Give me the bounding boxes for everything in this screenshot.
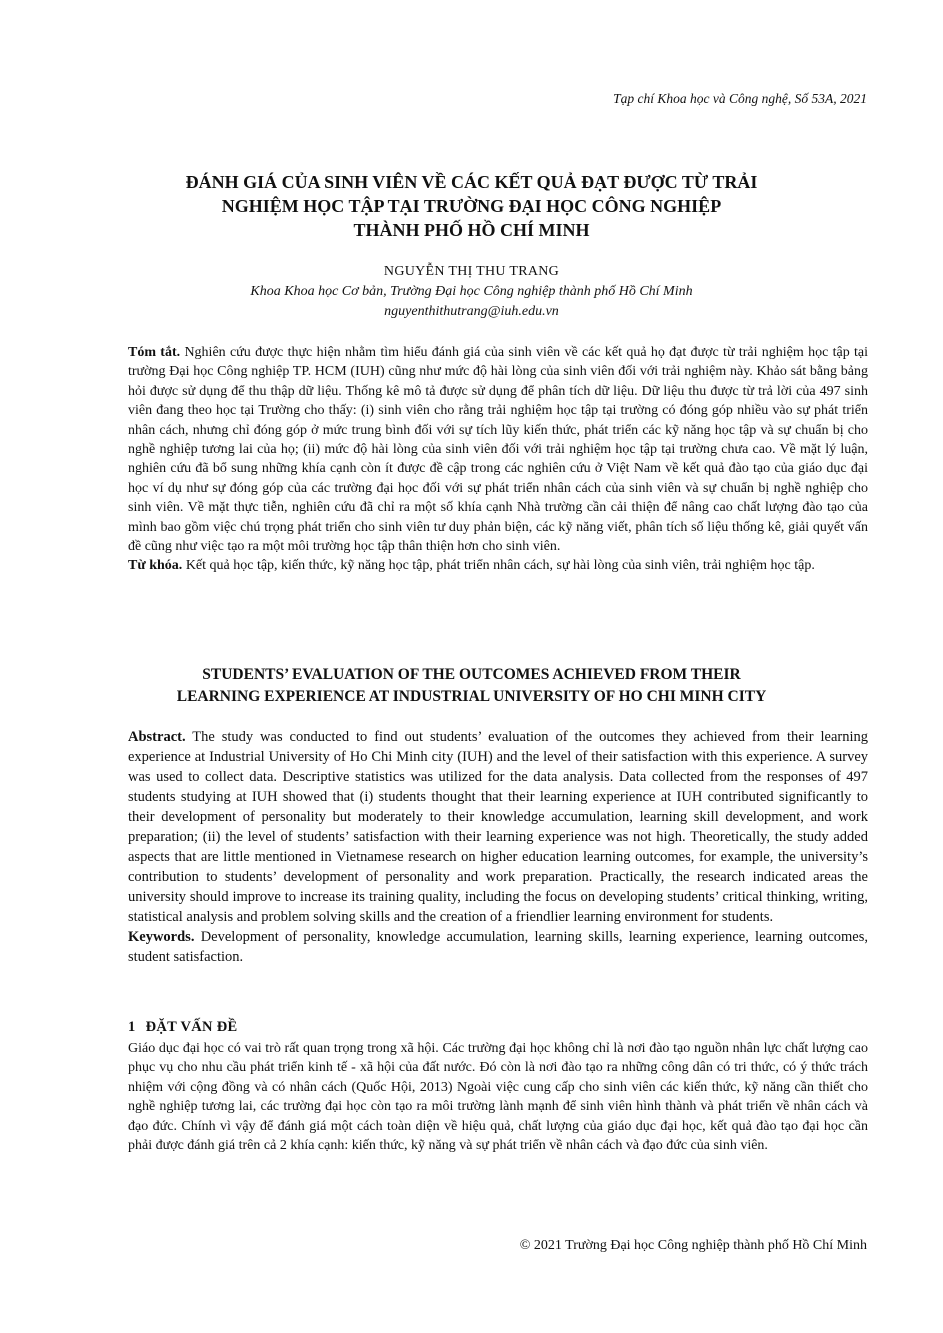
keywords-en-label: Keywords.	[128, 929, 195, 945]
abstract-english	[128, 727, 868, 967]
abstract-en-body	[128, 727, 868, 927]
keywords-en-text: Development of personality, knowledge accumulation, learning skills, learning experience, learning outcomes, student satisfaction.	[128, 929, 868, 965]
section-1-body: Giáo dục đại học có vai trò rất quan trọng trong xã hội. Các trường đại học không chỉ là nơi đào tạo nguồn nhân lực chất lượng cao phục vụ cho nhu cầu phát triển kinh tế - xã hội của đất nước. Đó còn là nơi đào tạo ra những công dân có tri thức, có ý thức trách nhiệm với cộng đồng và có nhân cách (Quốc Hội, 2013) Ngoài việc cung cấp cho sinh viên các kiến thức, kỹ năng cần thiết cho nghề nghiệp tương lai, các trường đại học còn tạo ra môi trường lành mạnh để sinh viên hình thành và phát triển về nhân cách và đạo đức. Chính vì vậy để đánh giá một cách toàn diện về hiệu quả, chất lượng của giáo dục đại học, kết quả đào tạo đại học cần phải được đánh giá trên cả 2 khía cạnh: kiến thức, kỹ năng và sự phát triển về nhân cách và đạo đức của sinh viên.	[128, 1041, 868, 1154]
keywords-en	[128, 927, 868, 967]
title-en-line-2: LEARNING EXPERIENCE AT INDUSTRIAL UNIVERSITY OF HO CHI MINH CITY	[176, 688, 767, 705]
keywords-vn	[128, 556, 868, 575]
author-name: NGUYỄN THỊ THU TRANG	[383, 264, 560, 279]
keywords-vn-label: Từ khóa.	[128, 558, 183, 574]
abstract-en-text: The study was conducted to find out students’ evaluation of the outcomes they achieved from their learning experience at Industrial University of Ho Chi Minh city (IUH) and the level of their satisfaction with this experience. A survey was used to collect data. Descriptive statistics was utilized for the data analysis. Data collected from the responses of 497 students studying at IUH showed that (i) students thought that their learning experience at IUH contributed significantly to their development of personality but moderately to their knowledge accumulation, learning skill development, and work preparation; (ii) the level of students’ satisfaction with their learning experience was not high. Theoretically, the study added aspects that are little mentioned in Vietnamese research on higher education learning outcomes, for example, the university’s contribution to students’ development of personality and work preparation. Practically, the research indicated areas the university should improve to increase its training quality, including the focus on developing students’ critical thinking, writing, statistical analysis and problem solving skills and the creation of a friendlier learning environment for students.	[128, 729, 868, 925]
abstract-en-label: Abstract.	[128, 729, 186, 745]
author-affiliation: Khoa Khoa học Cơ bản, Trường Đại học Công nghiệp thành phố Hồ Chí Minh	[250, 284, 693, 299]
section-1-title: ĐẶT VẤN ĐỀ	[145, 1019, 238, 1035]
title-english	[100, 664, 843, 708]
abstract-vn-body	[128, 343, 868, 556]
keywords-vn-text: Kết quả học tập, kiến thức, kỹ năng học tập, phát triển nhân cách, sự hài lòng của sinh viên, trải nghiệm học tập.	[182, 558, 815, 574]
title-en-line-1: STUDENTS’ EVALUATION OF THE OUTCOMES ACHIEVED FROM THEIR	[202, 666, 741, 683]
title-vietnamese	[100, 170, 843, 242]
section-1-number: 1	[128, 1019, 136, 1035]
title-vn-line-2: NGHIỆM HỌC TẬP TẠI TRƯỜNG ĐẠI HỌC CÔNG NGHIỆP	[221, 196, 722, 216]
section-1-heading	[128, 1019, 237, 1036]
title-vn-line-3: THÀNH PHỐ HỒ CHÍ MINH	[353, 220, 590, 240]
abstract-vn-label: Tóm tắt.	[128, 345, 181, 360]
author-email[interactable]: nguyenthithutrang@iuh.edu.vn	[384, 304, 559, 319]
author-block	[100, 262, 843, 322]
title-vn-line-1: ĐÁNH GIÁ CỦA SINH VIÊN VỀ CÁC KẾT QUẢ ĐẠT ĐƯỢC TỪ TRẢI	[185, 172, 758, 192]
abstract-vn-text: Nghiên cứu được thực hiện nhằm tìm hiểu đánh giá của sinh viên về các kết quả họ đạt được từ trải nghiệm học tập tại trường Đại học Công nghiệp TP. HCM (IUH) cũng như mức độ hài lòng của sinh viên đối với trải nghiệm này. Khảo sát bằng bảng hỏi được sử dụng để thu thập dữ liệu. Thống kê mô tả được sử dụng để phân tích dữ liệu. Dữ liệu thu được từ trả lời của 497 sinh viên đang theo học tại Trường cho thấy: (i) sinh viên cho rằng trải nghiệm học tập tại trường có đóng góp nhiều vào sự phát triển nhân cách, nhưng chỉ đóng góp ở mức trung bình đối với sự tích lũy kiến thức, phát triển các kỹ năng học tập và sự chuẩn bị cho nghề nghiệp tương lai của họ; (ii) mức độ hài lòng của sinh viên đối với trải nghiệm học tập tại trường chưa cao. Về mặt lý luận, nghiên cứu đã bổ sung những khía cạnh còn ít được đề cập trong các nghiên cứu ở Việt Nam về kết quả đào tạo của giáo dục đại học ví dụ như sự đóng góp của các trường đại học đối với sự phát triển nhân cách của sinh viên và sự chuẩn bị nghề nghiệp cho sinh viên. Về mặt thực tiễn, nghiên cứu đã chỉ ra một số khía cạnh Nhà trường cần cải thiện để nâng cao chất lượng đào tạo của mình bao gồm việc chú trọng phát triển cho sinh viên tư duy phản biện, các kỹ năng viết, phân tích số liệu thống kê, giải quyết vấn đề cũng như việc tạo ra một môi trường học tập thân thiện hơn cho sinh viên.	[128, 345, 869, 555]
copyright-footer: © 2021 Trường Đại học Công nghiệp thành phố Hồ Chí Minh	[519, 1238, 867, 1253]
journal-header: Tạp chí Khoa học và Công nghệ, Số 53A, 2021	[613, 91, 867, 106]
abstract-vietnamese	[128, 343, 868, 576]
